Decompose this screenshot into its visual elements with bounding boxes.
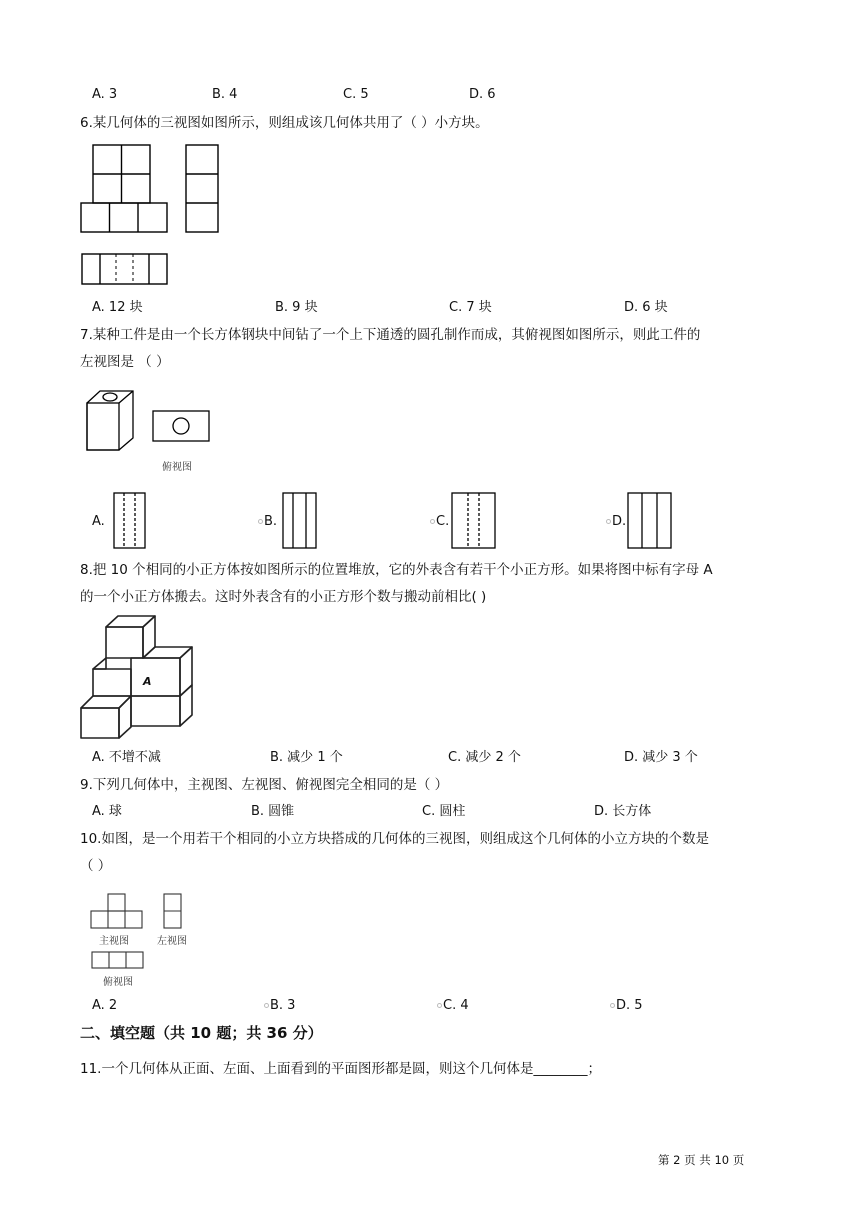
q10-front-view-label: 主视图 [99,936,129,947]
q7-option-d-figure [627,492,673,550]
q6-option-a: A. 12 块 [92,300,143,315]
q6-option-d: D. 6 块 [624,300,668,315]
q5-option-c: C. 5 [343,87,369,102]
q8-option-a: A. 不增不减 [92,750,161,765]
option-marker-icon [606,519,611,524]
q10-stem-line1: 10.如图，是一个用若干个相同的小立方块搭成的几何体的三视图，则组成这个几何体的小立方块的个数是 [80,831,709,847]
option-marker-icon [264,1003,269,1008]
q11-stem: 11.一个几何体从正面、左面、上面看到的平面图形都是圆，则这个几何体是________； [80,1061,601,1077]
q7-option-b-figure [282,492,318,550]
q9-option-d: D. 长方体 [594,804,652,819]
q5-option-a: A. 3 [92,87,118,102]
q10-option-c: C. 4 [437,997,469,1015]
q9-stem: 9.下列几何体中，主视图、左视图、俯视图完全相同的是（ ） [80,777,449,793]
q7-option-a: A. [92,514,105,529]
q6-stem: 6.某几何体的三视图如图所示，则组成该几何体共用了（ ）小方块。 [80,115,489,131]
q8-option-d: D. 减少 3 个 [624,750,698,765]
q9-option-c: C. 圆柱 [422,804,466,819]
q7-stem-line1: 7.某种工件是由一个长方体钢块中间钻了一个上下通透的圆孔制作而成，其俯视图如图所示，则此工件的 [80,327,701,343]
q10-top-view-label: 俯视图 [103,977,133,988]
q10-stem-line2: （ ） [80,858,112,874]
q9-option-a: A. 球 [92,804,122,819]
q8-option-b: B. 减少 1 个 [270,750,343,765]
q10-option-d: D. 5 [610,997,643,1015]
q7-option-a-figure [113,492,147,550]
option-marker-icon [258,519,263,524]
q7-option-c-figure [451,492,497,550]
q8-stem-line2: 的一个小正方体搬去。这时外表含有的小正方形个数与搬动前相比( ) [80,589,487,605]
q7-option-b: B. [258,513,277,531]
q10-option-a: A. 2 [92,998,118,1013]
page-number-footer: 第 2 页 共 10 页 [658,1153,745,1167]
section-2-heading: 二、填空题（共 10 题；共 36 分） [80,1024,323,1042]
q8-option-c: C. 减少 2 个 [448,750,521,765]
q10-left-view-label: 左视图 [157,936,187,947]
q7-workpiece-figure [86,390,216,452]
q8-stacked-cubes-figure [80,615,200,740]
q6-three-views-figure [80,144,230,289]
q7-stem-line2: 左视图是 （ ） [80,354,170,370]
q5-option-b: B. 4 [212,87,238,102]
q9-option-b: B. 圆锥 [251,804,295,819]
q10-option-b: B. 3 [264,997,295,1015]
q7-top-view-label: 俯视图 [162,462,192,473]
q6-option-b: B. 9 块 [275,300,318,315]
option-marker-icon [610,1003,615,1008]
q8-cube-a-label: A [143,675,152,688]
q7-option-d: D. [606,513,626,531]
option-marker-icon [430,519,435,524]
q7-option-c: C. [430,513,449,531]
q8-stem-line1: 8.把 10 个相同的小正方体按如图所示的位置堆放，它的外表含有若干个小正方形。如果将图中标有字母 A [80,562,713,578]
option-marker-icon [437,1003,442,1008]
q5-option-d: D. 6 [469,87,496,102]
q6-option-c: C. 7 块 [449,300,492,315]
